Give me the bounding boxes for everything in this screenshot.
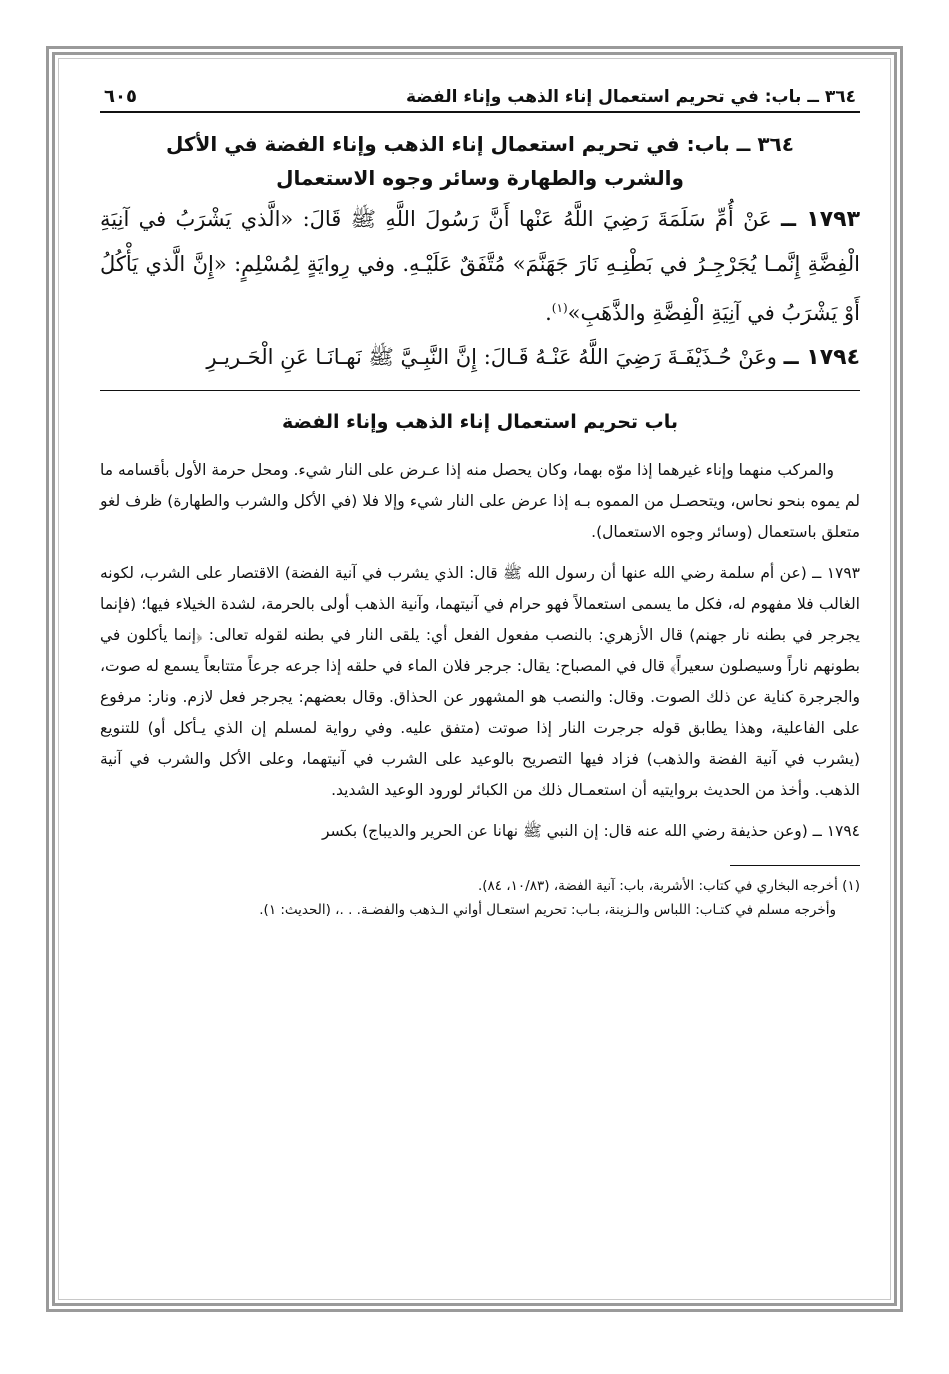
hadith-1794-text: وعَنْ حُـذَيْفَـةَ رَضِيَ اللَّهُ عَنْـهُ قَـالَ: إِنَّ النَّبِـيَّ ﷺ نَهـانَـا عَنِ الْحَـريـرِ [206,345,777,369]
hadith-1794-number: ١٧٩٤ ــ [783,345,860,370]
footnotes [100,874,860,922]
footnote-rule [730,865,860,866]
commentary-paragraph-3: ١٧٩٤ ــ (وعن حذيفة رضي الله عنه قال: إن النبي ﷺ نهانا عن الحرير والديباج) بكسر [321,822,860,840]
hadith-1793: ١٧٩٣ ــ عَنْ أُمِّ سَلَمَةَ رَضِيَ اللَّهُ عَنْها أَنَّ رَسُولَ اللَّهِ ﷺ قَالَ: «الَّذي يَشْرَبُ في آنِيَةِ الْفِضَّةِ إِنَّمـا يُجَرْجِـرُ في بَطْنِـهِ نَارَ جَهَنَّمَ» مُتَّفَقٌ عَلَيْـهِ. وفي رِوايَةٍ لِمُسْلِمٍ: «إِنَّ الَّذي يَأْكُلُ أَوْ يَشْرَبُ في آنِيَةِ الْفِضَّةِ والذَّهَبِ»$^{(١)}$. [100,207,860,325]
page-number: ٦٠٥ [104,86,137,107]
running-header [100,70,860,113]
chapter-heading-line-1: ٣٦٤ ــ باب: في تحريم استعمال إناء الذهب وإناء الفضة في الأكل [166,132,794,156]
footnote-1-continuation: وأخرجه مسلم في كتـاب: اللباس والـزينة، بـاب: تحريم استعـال أواني الـذهب والفضـة. . .، (الحديث: ١). [259,902,836,918]
commentary [100,411,860,847]
commentary-paragraph-1: والمركب منهما وإناء غيرهما إذا موّه بهما، وكان يحصل منه إذا عـرض على النار شيء. ومحل حرمة الأول بأقسامه ما لم يموه بنحو نحاس، ويتحصـل من المموه بـه إذا عرض على النار شيء وإلا فلا (في الأكل والشرب والطهارة) ظرف لغو متعلق باستعمال (وسائر وجوه الاستعمال). [100,461,860,541]
chapter-heading-line-2: والشرب والطهارة وسائر وجوه الاستعمال [276,166,684,190]
hadith-1794 [100,335,860,380]
book-page [100,70,860,1310]
hadith-1793-number: ١٧٩٣ ــ [780,207,860,232]
footnote-marker: (١) [551,301,568,315]
running-header-title: ٣٦٤ ــ باب: في تحريم استعمال إناء الذهب وإناء الفضة [406,87,856,107]
footnote-1: (١) أخرجه البخاري في كتاب: الأشربة، باب: آنية الفضة، (١٠/٨٣، ٨٤). [477,878,860,894]
hadith-1793-text: عَنْ أُمِّ سَلَمَةَ رَضِيَ اللَّهُ عَنْها أَنَّ رَسُولَ اللَّهِ ﷺ قَالَ: «الَّذي يَشْرَبُ في آنِيَةِ الْفِضَّةِ إِنَّمـا يُجَرْجِـرُ في بَطْنِـهِ نَارَ جَهَنَّمَ» مُتَّفَقٌ عَلَيْـهِ. وفي رِوايَةٍ لِمُسْلِمٍ: «إِنَّ الَّذي يَأْكُلُ أَوْ يَشْرَبُ في آنِيَةِ الْفِضَّةِ والذَّهَبِ» [100,207,860,325]
chapter-heading [100,127,860,195]
commentary-paragraph-2: ١٧٩٣ ــ (عن أم سلمة رضي الله عنها أن رسول الله ﷺ قال: الذي يشرب في آنية الفضة) الاقتصار على الشرب، لكونه الغالب فلا مفهوم له، فكل ما يسمى استعمالاً فهو حرام في آنيتهما، وآنية الذهب أولى بالحرمة، لشدة الخيلاء فيها؛ (فإنما يجرجر في بطنه نار جهنم) قال الأزهري: بالنصب مفعول الفعل أي: يلقى النار في بطنه لقوله تعالى: ﴿إنما يأكلون في بطونهم ناراً وسيصلون سعيراً﴾ قال في المصباح: يقال: جرجر فلان الماء في حلقه إذا جرعه جرعاً متتابعاً يسمع له صوت، والجرجرة كناية عن ذلك الصوت. وقال: والنصب هو المشهور عن الحذاق. وقال بعضهم: يجرجر فعل لازم. ونار: مرفوع على الفاعلية، وهذا يطابق قوله جرجرت النار إذا صوتت (متفق عليه. وفي رواية لمسلم إن الذي يـأكل أو) للتنويع (يشرب في آنية الفضة والذهب) فزاد فيها التصريح بالوعيد على الشرب في آنيتهما، وعلى الأكل والشرب في آنية الذهب. وأخذ من الحديث بروايتيه أن استعمـال ذلك من الكبائر لورود الوعيد الشديد. [100,564,860,799]
commentary-title: باب تحريم استعمال إناء الذهب وإناء الفضة [281,411,679,433]
hadith-text [100,197,860,380]
section-divider [100,390,860,391]
